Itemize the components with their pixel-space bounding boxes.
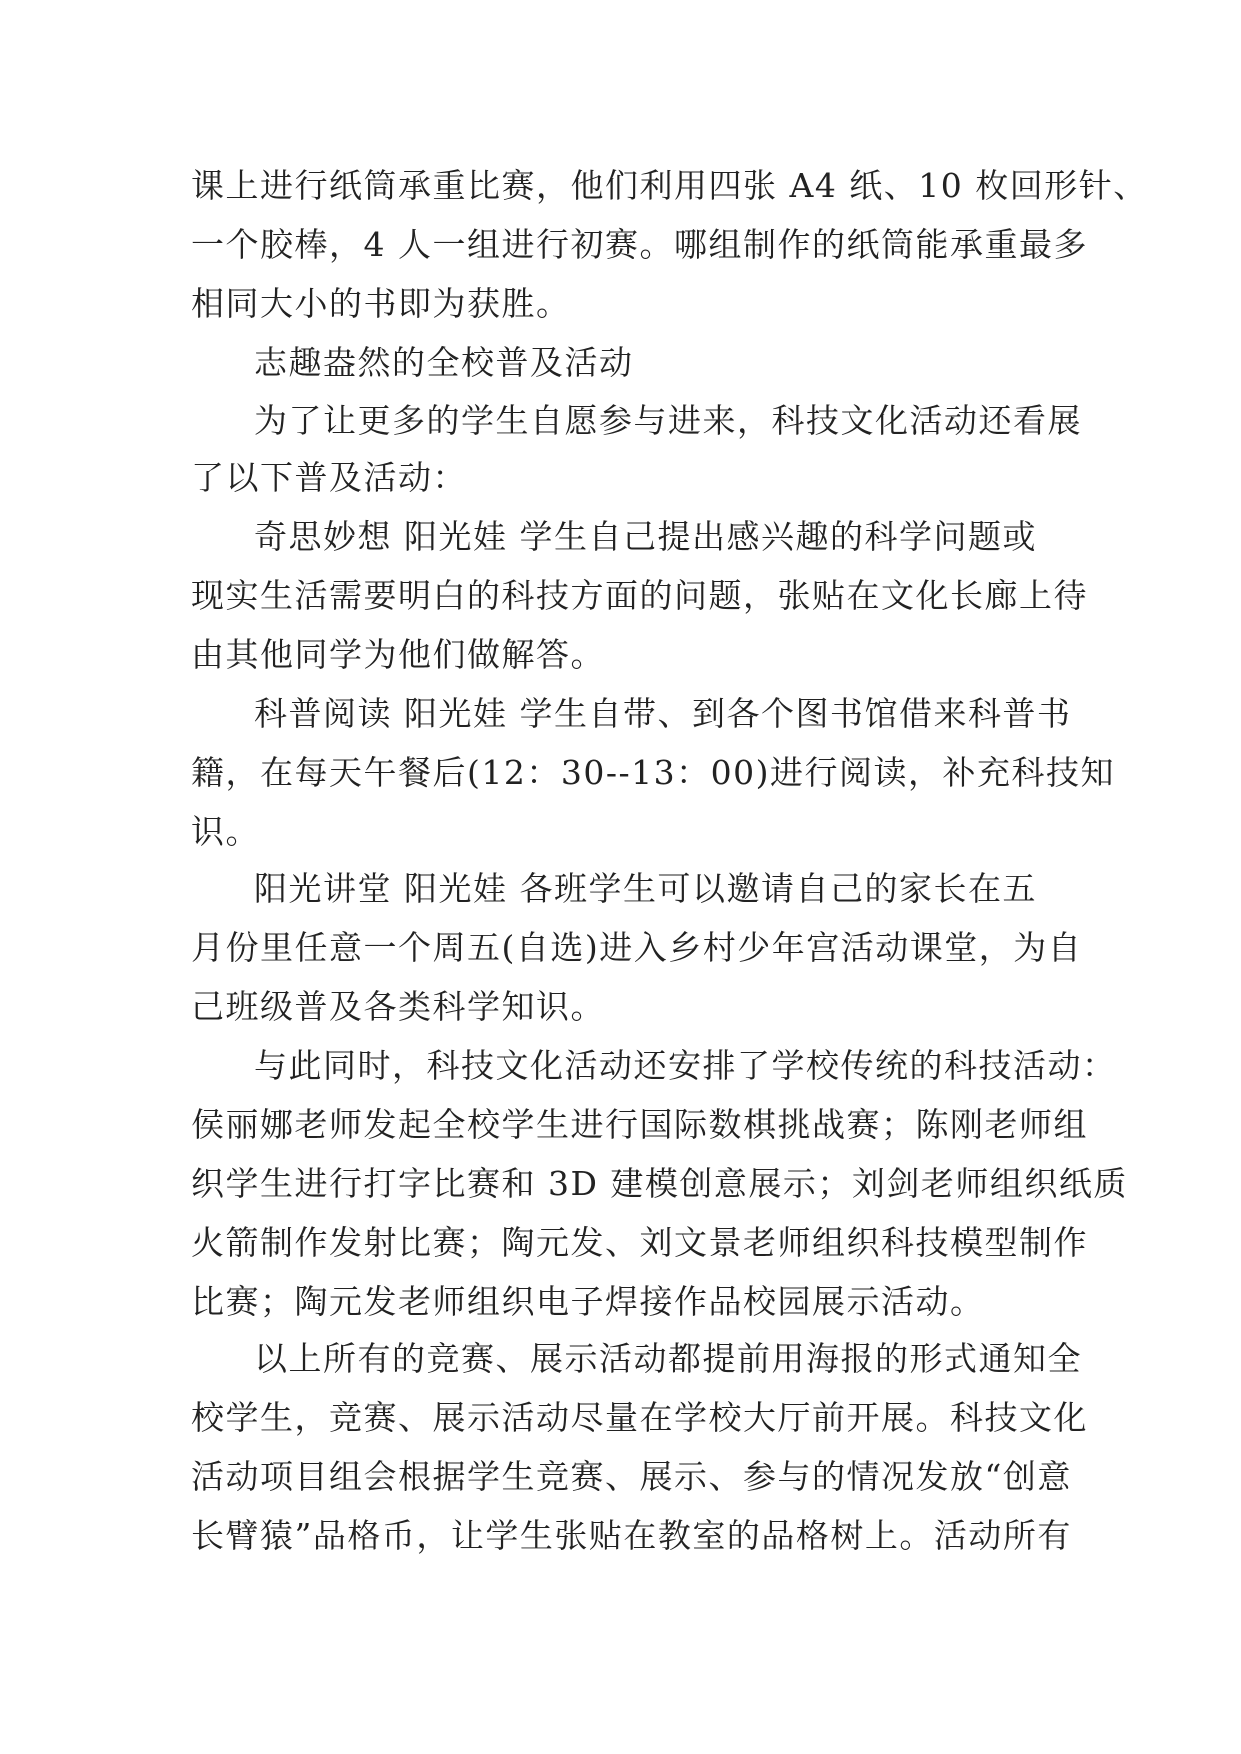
text-line: 课上进行纸筒承重比赛，他们利用四张 A4 纸、10 枚回形针、 [191,166,1148,205]
text-line: 阳光讲堂 阳光娃 各班学生可以邀请自己的家长在五 [254,869,1037,908]
text-line: 了以下普及活动： [191,458,467,497]
text-line: 月份里任意一个周五(自选)进入乡村少年宫活动课堂，为自 [191,928,1083,967]
text-line: 校学生，竞赛、展示活动尽量在学校大厅前开展。科技文化 [191,1398,1088,1437]
text-line: 活动项目组会根据学生竞赛、展示、参与的情况发放“创意 [191,1457,1072,1496]
text-line: 织学生进行打字比赛和 3D 建模创意展示；刘剑老师组织纸质 [191,1164,1128,1203]
text-line: 比赛；陶元发老师组织电子焊接作品校园展示活动。 [191,1282,985,1321]
text-line: 长臂猿”品格币，让学生张贴在教室的品格树上。活动所有 [191,1516,1072,1555]
text-line: 以上所有的竞赛、展示活动都提前用海报的形式通知全 [254,1339,1082,1378]
text-line: 由其他同学为他们做解答。 [191,635,605,674]
text-line: 现实生活需要明白的科技方面的问题，张贴在文化长廊上待 [191,576,1088,615]
text-line: 火箭制作发射比赛；陶元发、刘文景老师组织科技模型制作 [191,1223,1088,1262]
text-line: 科普阅读 阳光娃 学生自带、到各个图书馆借来科普书 [254,694,1072,733]
text-line: 与此同时，科技文化活动还安排了学校传统的科技活动： [254,1046,1117,1085]
text-line: 为了让更多的学生自愿参与进来，科技文化活动还看展 [254,401,1082,440]
text-line: 一个胶棒，4 人一组进行初赛。哪组制作的纸筒能承重最多 [191,225,1088,264]
text-line: 己班级普及各类科学知识。 [191,987,605,1026]
text-line: 相同大小的书即为获胜。 [191,284,571,323]
text-line: 籍，在每天午餐后(12：30--13：00)进行阅读，补充科技知 [191,753,1116,792]
section-heading: 志趣盎然的全校普及活动 [254,343,634,382]
text-line: 奇思妙想 阳光娃 学生自己提出感兴趣的科学问题或 [254,517,1037,556]
text-line: 侯丽娜老师发起全校学生进行国际数棋挑战赛；陈刚老师组 [191,1105,1088,1144]
text-line: 识。 [191,812,260,851]
